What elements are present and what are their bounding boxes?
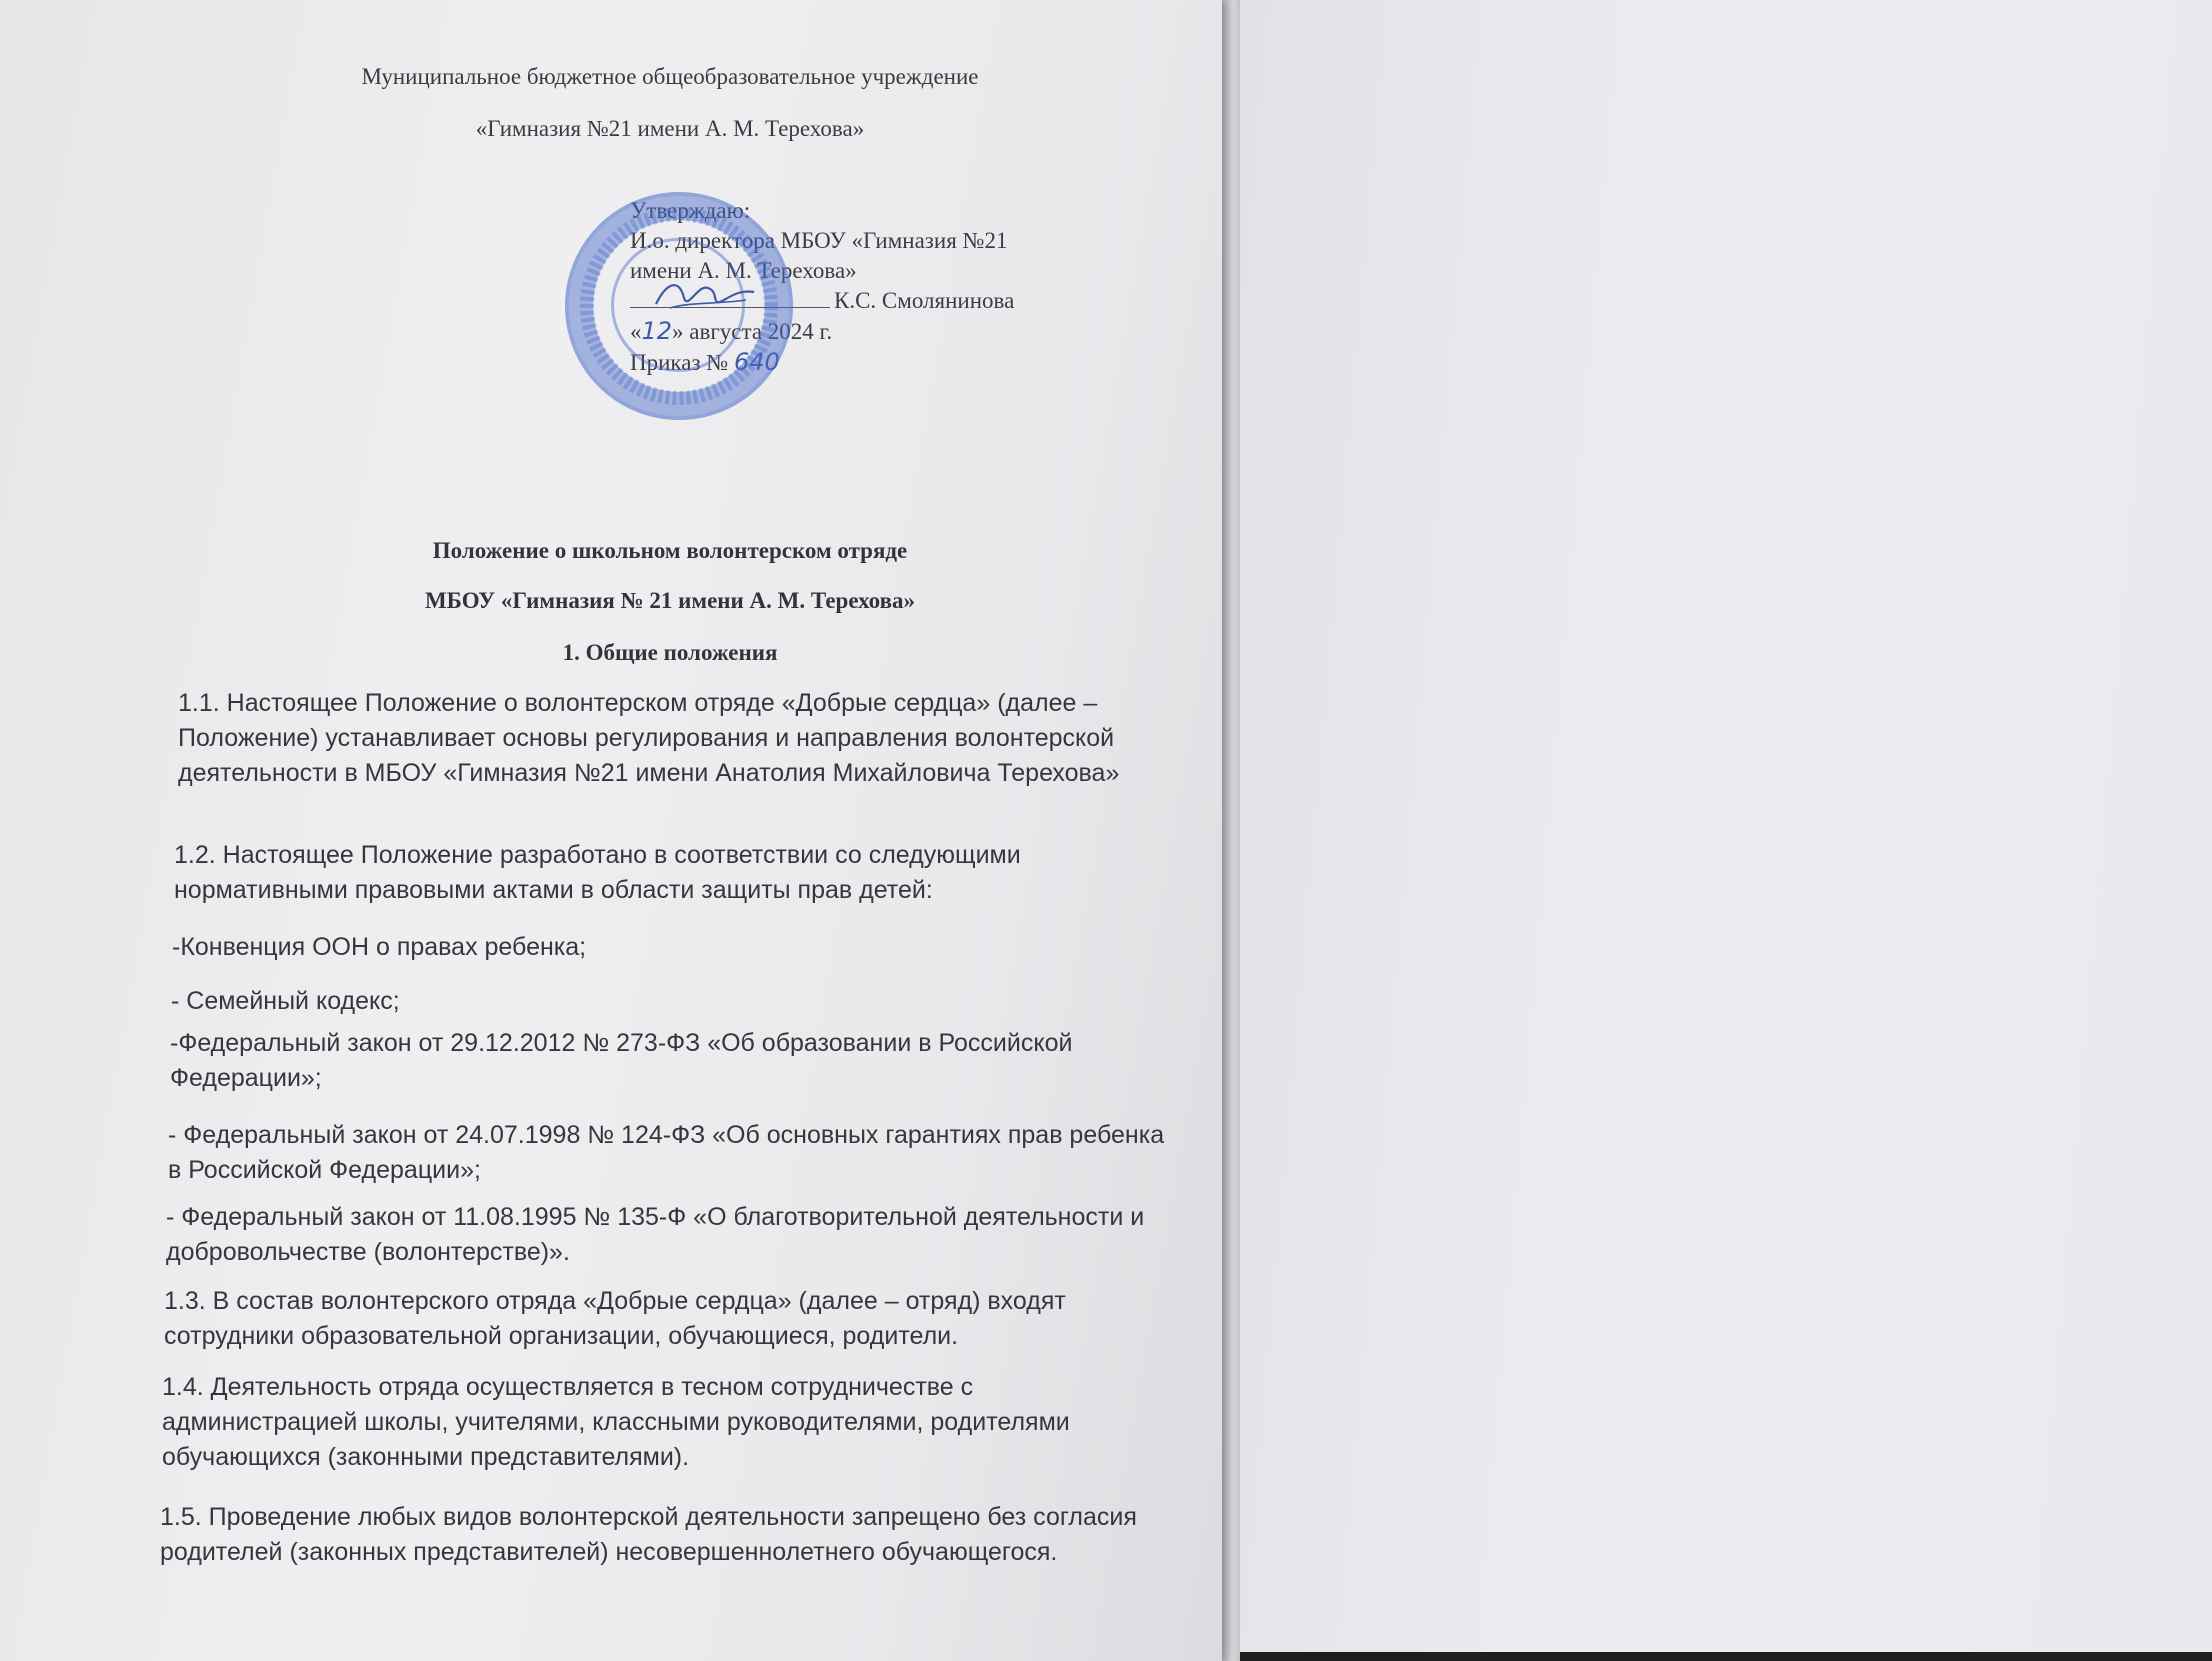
approval-position-cont: имени А. М. Терехова»	[630, 258, 857, 283]
gymnasium-name: «Гимназия №21 имени А. М. Терехова»	[475, 116, 865, 141]
document-title: Положение о школьном волонтерском отряде	[432, 538, 908, 563]
scan-edge	[1240, 1652, 2212, 1661]
director-name: К.С. Смолянинова	[834, 288, 1015, 313]
list-item-law-273: -Федеральный закон от 29.12.2012 № 273-ФЗ «Об образовании в Российской Федерации»;	[170, 1029, 1073, 1092]
date-day: 12	[641, 317, 673, 345]
right-page	[1240, 0, 2212, 1652]
document-subtitle: МБОУ «Гимназия № 21 имени А. М. Терехова»	[424, 588, 916, 613]
approval-position: И.о. директора МБОУ «Гимназия №21	[630, 228, 1008, 253]
signature-scribble	[650, 270, 760, 320]
paragraph-1-2: 1.2. Настоящее Положение разработано в соответствии со следующими нормативными правовыми актами в области защиты прав детей:	[174, 841, 1021, 904]
order-number-handwritten: 640	[733, 348, 780, 376]
approval-date: «12» августа 2024 г.	[630, 317, 833, 345]
page-gutter	[1222, 0, 1240, 1661]
section-1-heading: 1. Общие положения	[562, 640, 778, 665]
institution-name: Муниципальное бюджетное общеобразовательное учреждение	[361, 64, 979, 89]
paragraph-1-3: 1.3. В состав волонтерского отряда «Добрые сердца» (далее – отряд) входят сотрудники образовательной организации, обучающиеся, родители.	[164, 1287, 1066, 1350]
list-item-law-124: - Федеральный закон от 24.07.1998 № 124-ФЗ «Об основных гарантиях прав ребенка в Российской Федерации»;	[168, 1121, 1165, 1184]
approval-heading: Утверждаю:	[630, 198, 751, 223]
order-number: Приказ № 640	[630, 348, 780, 376]
list-item-family-code: - Семейный кодекс;	[171, 987, 400, 1015]
list-item-law-135: - Федеральный закон от 11.08.1995 № 135-Ф «О благотворительной деятельности и добровольчестве (волонтерстве)».	[166, 1203, 1145, 1266]
list-item-convention: -Конвенция ООН о правах ребенка;	[172, 933, 587, 961]
paragraph-1-5: 1.5. Проведение любых видов волонтерской деятельности запрещено без согласия родителей (законных представителей) несовершеннолетнего обучающегося.	[160, 1503, 1137, 1566]
paragraph-1-1: 1.1. Настоящее Положение о волонтерском отряде «Добрые сердца» (далее – Положение) устанавливает основы регулирования и направления волонтерской деятельности в МБОУ «Гимназия №21 имени Анатолия Михайловича Терехова»	[178, 689, 1120, 787]
paragraph-1-4: 1.4. Деятельность отряда осуществляется в тесном сотрудничестве с администрацией школы, учителями, классными руководителями, родителями обучающихся (законными представителями).	[162, 1373, 1070, 1471]
